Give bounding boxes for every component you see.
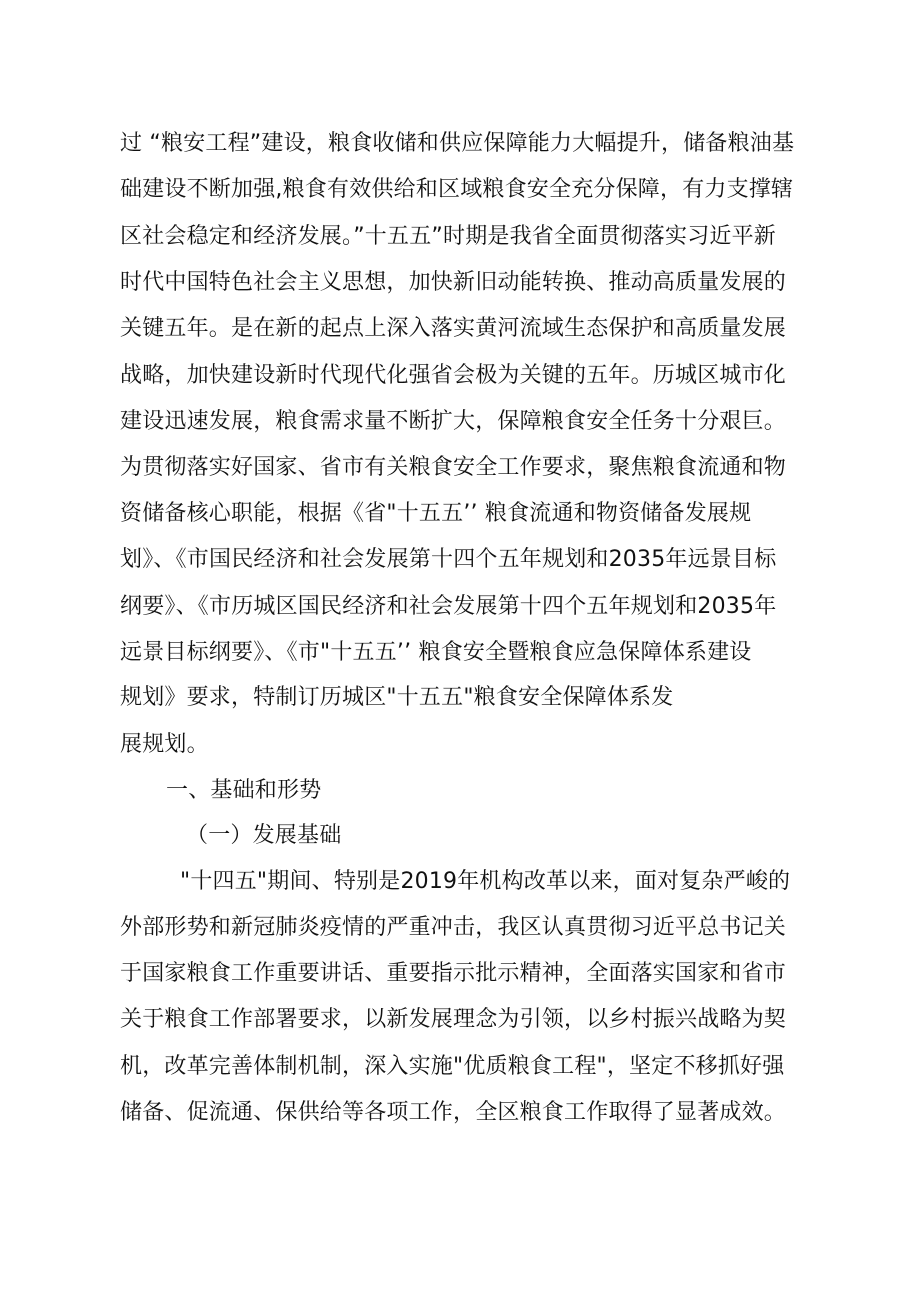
paragraph-line: "十四五"期间、特别是2019年机构改革以来，面对复杂严峻的 [180,869,791,894]
paragraph-line: 时代中国特色社会主义思想，加快新旧动能转换、推动高质量发展的 [120,270,787,295]
paragraph-line: 过 “粮安工程”建设，粮食收储和供应保障能力大幅提升，储备粮油基 [120,131,795,156]
paragraph-line: 战略，加快建设新时代现代化强省会极为关键的五年。历城区城市化 [120,363,787,388]
paragraph-line: 纲要》、《市历城区国民经济和社会发展第十四个五年规划和2035年 [120,594,777,619]
paragraph-line: 区社会稳定和经济发展。”十五五”时期是我省全面贯彻落实习近平新 [120,224,776,249]
paragraph-line: 机，改革完善体制机制，深入实施"优质粮食工程"，坚定不移抓好强 [120,1054,785,1079]
paragraph-line: 规划》要求，特制订历城区"十五五"粮食安全保障体系发 [120,685,674,710]
paragraph-line: 储备、促流通、保供给等各项工作，全区粮食工作取得了显著成效。 [120,1100,787,1125]
paragraph-line: 资储备核心职能，根据《省"十五五’’ 粮食流通和物资储备发展规 [120,501,752,526]
paragraph-line: 划》、《市国民经济和社会发展第十四个五年规划和2035年远景目标 [120,547,777,572]
section-heading: 一、基础和形势 [166,778,322,803]
paragraph-line: 为贯彻落实好国家、省市有关粮食安全工作要求，聚焦粮食流通和物 [120,455,787,480]
paragraph-line: 建设迅速发展，粮食需求量不断扩大，保障粮食安全任务十分艰巨。 [120,409,787,434]
paragraph-line: 远景目标纲要》、《市"十五五’’ 粮食安全暨粮食应急保障体系建设 [120,640,752,665]
paragraph-line: 关键五年。是在新的起点上深入落实黄河流域生态保护和高质量发展 [120,316,787,341]
paragraph-line: 展规划。 [120,732,209,757]
paragraph-line: 础建设不断加强,粮食有效供给和区域粮食安全充分保障，有力支撑辖 [120,177,794,202]
paragraph-line: 外部形势和新冠肺炎疫情的严重冲击，我区认真贯彻习近平总书记关 [120,915,787,940]
subsection-heading: （一）发展基础 [186,823,342,848]
paragraph-line: 于国家粮食工作重要讲话、重要指示批示精神，全面落实国家和省市 [120,961,787,986]
paragraph-line: 关于粮食工作部署要求，以新发展理念为引领，以乡村振兴战略为契 [120,1007,787,1032]
